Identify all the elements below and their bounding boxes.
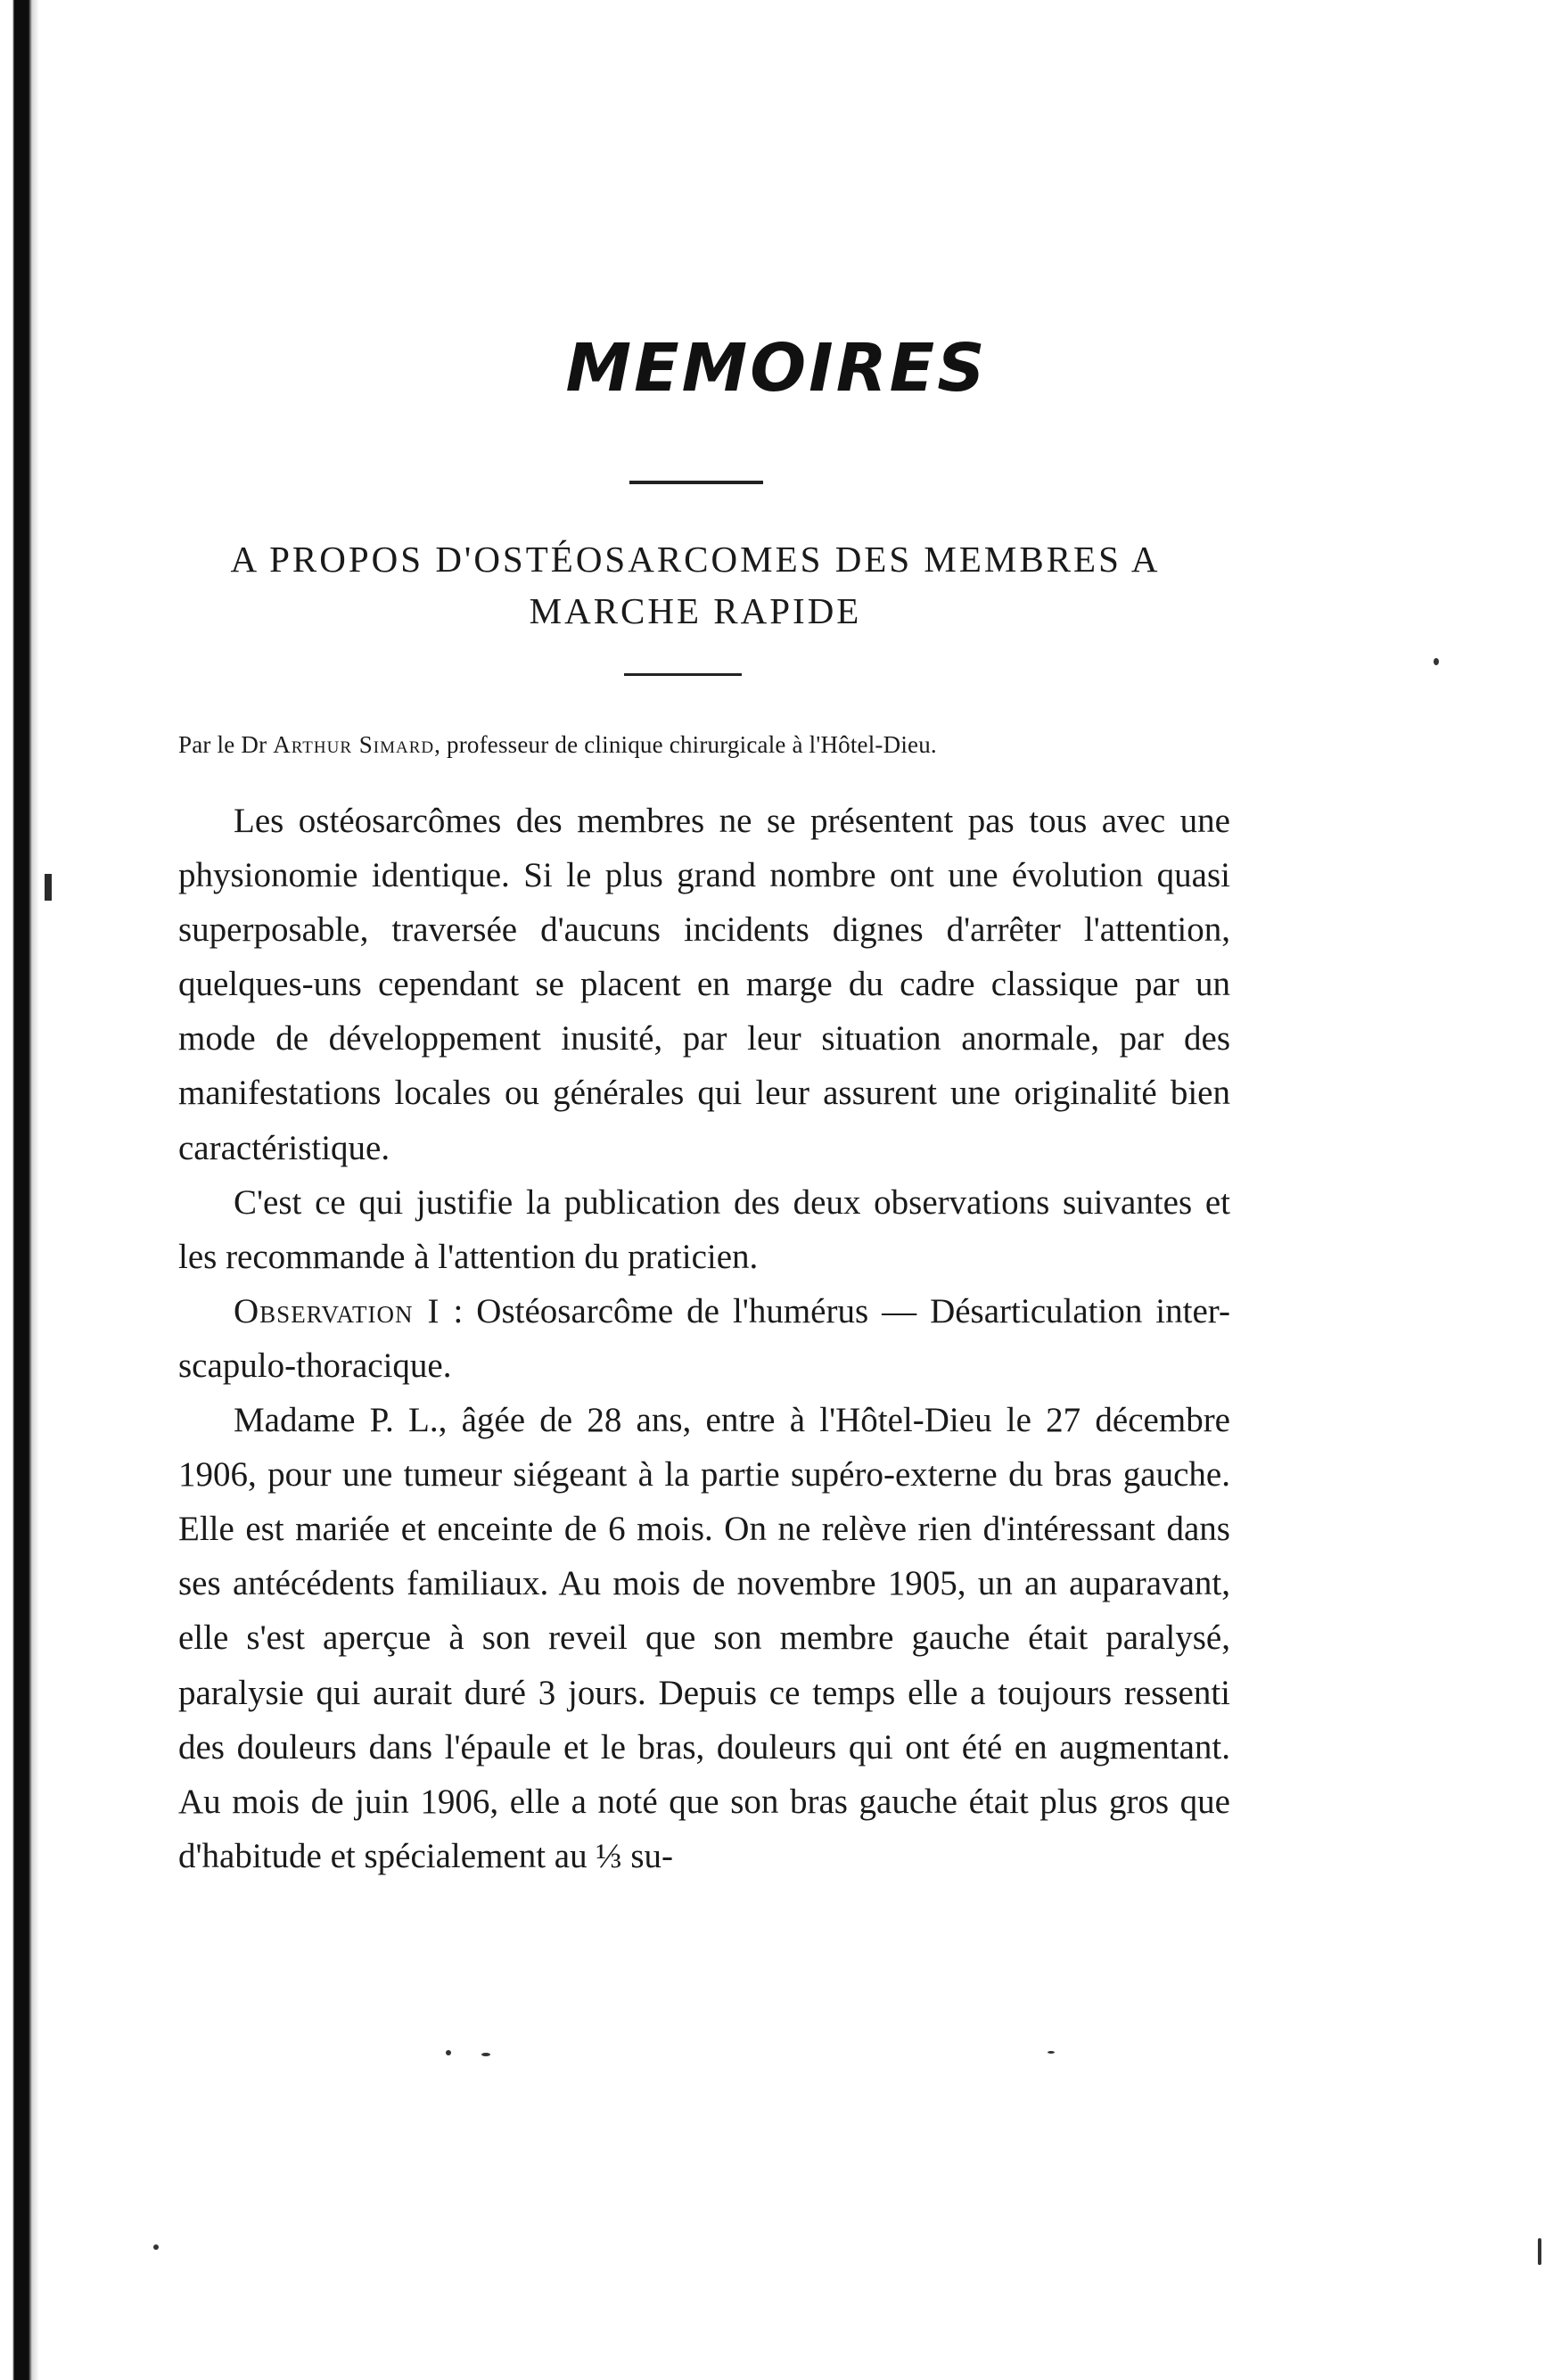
observation-title: : Ostéosarcôme de l'humérus — Désarticulation inter-scapulo-thoracique. [178,1291,1230,1385]
byline-prefix: Par le Dr [178,731,267,758]
paragraph-intro: Les ostéosarcômes des membres ne se présentent pas tous avec une physionomie identique. Si le plus grand nombre ont une évolution quasi superposable, traversée d'aucuns incidents dignes d'arrêter l'attention, quelques-uns cependant se placent en marge du cadre classique par un mode de développement inusité, par leur situation anormale, par des manifestations locales ou générales qui leur assurent une originalité bien caractéristique. [178,802,1230,1167]
scan-speck [1048,2051,1055,2054]
title-rule [624,673,742,676]
observation-label: Observation I [234,1291,440,1330]
observation-heading [178,1284,1230,1393]
heading-rule [629,481,763,484]
article-body [178,794,1230,1883]
scan-speck [446,2050,451,2055]
byline-author: Arthur Simard [273,731,435,758]
scan-speck [1434,658,1439,665]
paragraph-case-history: Madame P. L., âgée de 28 ans, entre à l'Hôtel-Dieu le 27 décembre 1906, pour une tumeur siégeant à la partie supéro-externe du bras gauche. Elle est mariée et enceinte de 6 mois. On ne relève rien d'intéressant dans ses antécédents familiaux. Au mois de novembre 1905, un an auparavant, elle s'est aperçue à son reveil que son membre gauche était paralysé, paralysie qui aurait duré 3 jours. Depuis ce temps elle a toujours ressenti des douleurs dans l'épaule et le bras, douleurs qui ont été en augmentant. Au mois de juin 1906, elle a noté que son bras gauche était plus gros que d'habitude et spécialement au ⅓ su- [178,1401,1230,1875]
page-heading: MEMOIRES [565,330,988,407]
scan-speck [153,2244,159,2250]
byline [178,731,1248,759]
paragraph-justification: C'est ce qui justifie la publication des deux observations suivantes et les recommande à l'attention du praticien. [178,1182,1230,1276]
byline-suffix: , professeur de clinique chirurgicale à l'Hôtel-Dieu. [434,731,937,758]
scan-speck [481,2053,490,2056]
article-title: A PROPOS D'OSTÉOSARCOMES DES MEMBRES A MARCHE RAPIDE [230,539,1161,631]
binding-shadow-mark [45,874,52,901]
scan-speck [1538,2238,1541,2265]
